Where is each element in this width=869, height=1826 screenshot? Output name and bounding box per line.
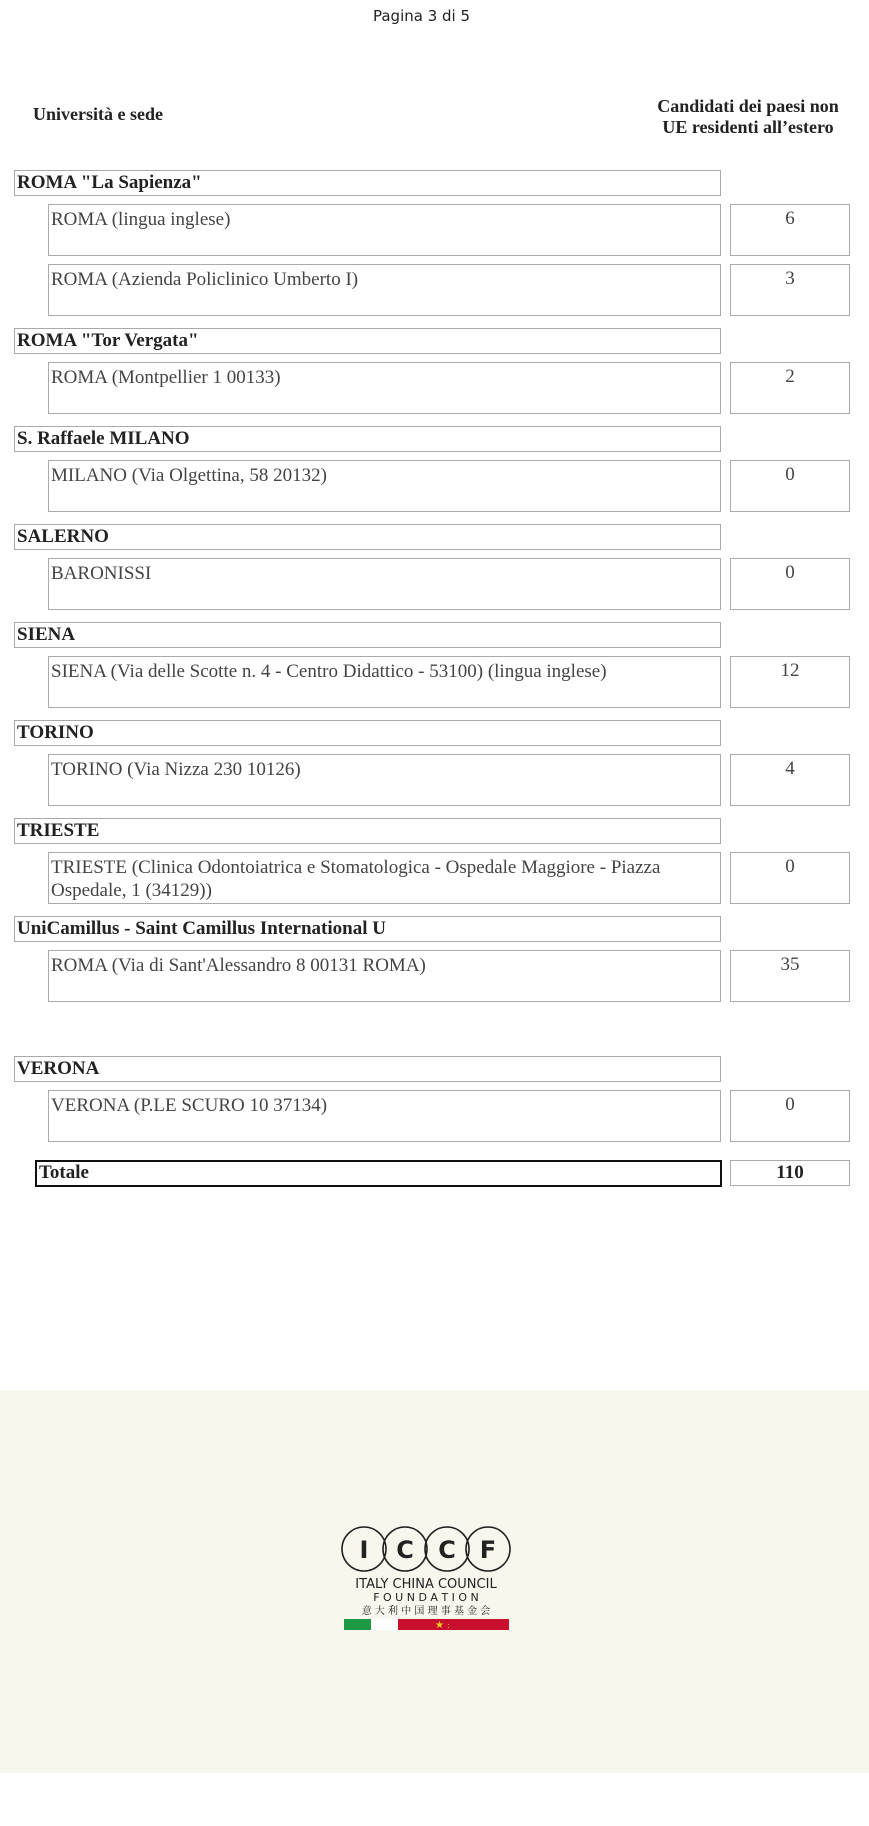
site-cell: BARONISSI bbox=[48, 558, 721, 610]
site-cell: ROMA (Via di Sant'Alessandro 8 00131 ROMA) bbox=[48, 950, 721, 1002]
column-header-candidates: Candidati dei paesi non UE residenti all’estero bbox=[657, 96, 839, 137]
count-cell: 12 bbox=[730, 656, 850, 708]
column-header-university: Università e sede bbox=[33, 104, 163, 124]
total-label: Totale bbox=[35, 1160, 722, 1187]
page-number: Pagina 3 di 5 bbox=[372, 7, 471, 25]
count-cell: 0 bbox=[730, 1090, 850, 1142]
count-cell: 0 bbox=[730, 558, 850, 610]
site-cell: MILANO (Via Olgettina, 58 20132) bbox=[48, 460, 721, 512]
svg-text:★: ★ bbox=[435, 1620, 444, 1631]
university-row: S. Raffaele MILANO bbox=[14, 426, 721, 452]
university-row: UniCamillus - Saint Camillus International U bbox=[14, 916, 721, 942]
site-cell: ROMA (Montpellier 1 00133) bbox=[48, 362, 721, 414]
university-row: TORINO bbox=[14, 720, 721, 746]
total-value: 110 bbox=[730, 1160, 850, 1186]
site-cell: SIENA (Via delle Scotte n. 4 - Centro Didattico - 53100) (lingua inglese) bbox=[48, 656, 721, 708]
university-row: VERONA bbox=[14, 1056, 721, 1082]
count-cell: 2 bbox=[730, 362, 850, 414]
logo-flag-bar bbox=[344, 1619, 509, 1631]
site-cell: ROMA (Azienda Policlinico Umberto I) bbox=[48, 264, 721, 316]
university-row: SIENA bbox=[14, 622, 721, 648]
site-cell: VERONA (P.LE SCURO 10 37134) bbox=[48, 1090, 721, 1142]
logo-line3: 意 大 利 中 国 理 事 基 金 会 bbox=[361, 1606, 491, 1617]
logo-letter: F bbox=[479, 1536, 497, 1564]
count-cell: 3 bbox=[730, 264, 850, 316]
university-row: ROMA "La Sapienza" bbox=[14, 170, 721, 196]
logo-line2: F O U N D A T I O N bbox=[373, 1591, 479, 1604]
logo-letter: C bbox=[396, 1536, 414, 1564]
logo-letter: C bbox=[438, 1536, 456, 1564]
university-row: ROMA "Tor Vergata" bbox=[14, 328, 721, 354]
site-cell: TRIESTE (Clinica Odontoiatrica e Stomatologica - Ospedale Maggiore - Piazza Ospedale, 1 (34129)) bbox=[48, 852, 721, 904]
logo-line1: ITALY CHINA COUNCIL bbox=[355, 1577, 497, 1592]
university-row: SALERNO bbox=[14, 524, 721, 550]
count-cell: 6 bbox=[730, 204, 850, 256]
site-cell: ROMA (lingua inglese) bbox=[48, 204, 721, 256]
university-row: TRIESTE bbox=[14, 818, 721, 844]
count-cell: 0 bbox=[730, 460, 850, 512]
svg-text::: : bbox=[447, 1621, 450, 1630]
site-cell: TORINO (Via Nizza 230 10126) bbox=[48, 754, 721, 806]
iccf-logo bbox=[341, 1525, 511, 1631]
count-cell: 0 bbox=[730, 852, 850, 904]
logo-letter: I bbox=[359, 1536, 369, 1564]
count-cell: 35 bbox=[730, 950, 850, 1002]
count-cell: 4 bbox=[730, 754, 850, 806]
